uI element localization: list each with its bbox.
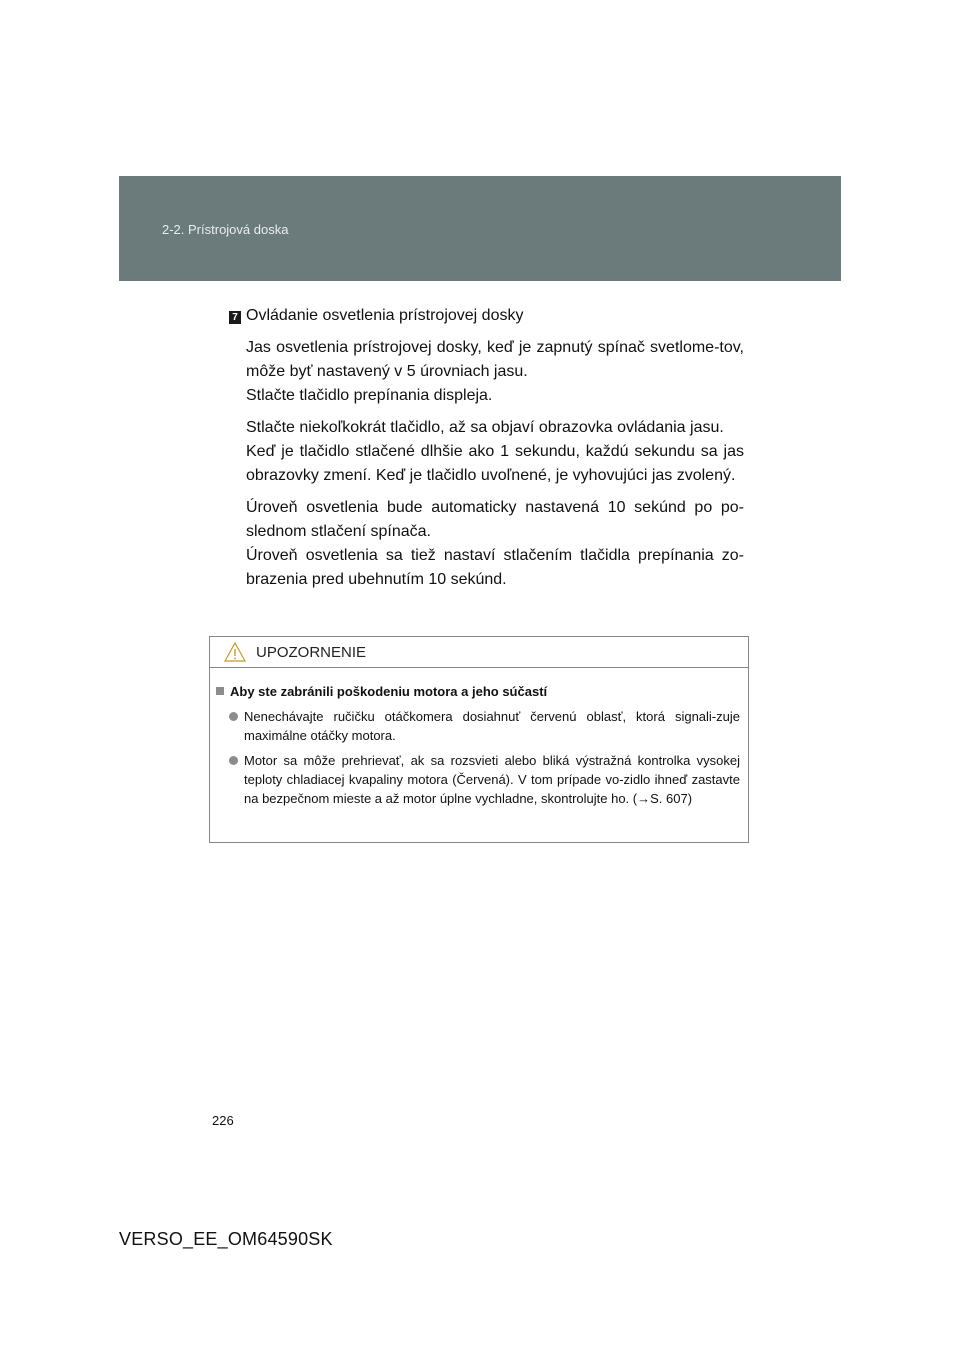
warning-triangle-icon (224, 642, 246, 662)
list-item-text: Motor sa môže prehrievať, ak sa rozsvieti alebo bliká výstražná kontrolka vysokej teploty chladiacej kvapaliny motora (Červená). V tom prípade vo-zidlo ihneď zastavte na bezpečnom mieste a až motor úplne vychladne, skontrolujte ho. (→S. 607) (244, 753, 740, 806)
warning-subheading (216, 682, 740, 701)
square-bullet-icon (216, 687, 224, 695)
bullet-dot-icon (229, 712, 238, 721)
paragraph (246, 496, 744, 592)
paragraph (246, 336, 744, 408)
paragraph-text: Stlačte tlačidlo prepínania displeja. (246, 387, 493, 404)
list-item (229, 751, 740, 808)
paragraph-text: Stlačte niekoľkokrát tlačidlo, až sa objaví obrazovka ovládania jasu. (246, 419, 724, 436)
warning-subheading-text: Aby ste zabránili poškodeniu motora a jeho súčastí (230, 684, 548, 699)
warning-body (210, 668, 748, 808)
document-code: VERSO_EE_OM64590SK (119, 1229, 333, 1249)
warning-title: UPOZORNENIE (256, 643, 367, 661)
warning-header (210, 637, 748, 668)
bullet-dot-icon (229, 756, 238, 765)
section-title: Ovládanie osvetlenia prístrojovej dosky (246, 307, 524, 324)
page-number: 226 (212, 1113, 234, 1128)
paragraph-text: Keď je tlačidlo stlačené dlhšie ako 1 sekundu, každú sekundu sa jas obrazovky zmení. Keď je tlačidlo uvoľnené, je vyhovujúci jas zvolený. (246, 443, 744, 484)
paragraph (246, 416, 744, 488)
list-item-text: Nenechávajte ručičku otáčkomera dosiahnuť červenú oblasť, ktorá signali-zuje maximálne otáčky motora. (244, 709, 740, 743)
list-item (229, 707, 740, 745)
number-badge-icon: 7 (229, 311, 241, 324)
breadcrumb: 2-2. Prístrojová doska (162, 222, 289, 237)
paragraph-text: Úroveň osvetlenia sa tiež nastaví stlačením tlačidla prepínania zo-brazenia pred ubehnutím 10 sekúnd. (246, 547, 744, 588)
header-bar (119, 176, 841, 281)
section-brightness (229, 304, 744, 592)
section-heading (229, 304, 744, 328)
paragraph-text: Úroveň osvetlenia bude automaticky nastavená 10 sekúnd po po-slednom stlačení spínača. (246, 499, 744, 540)
paragraph-text: Jas osvetlenia prístrojovej dosky, keď je zapnutý spínač svetlome-tov, môže byť nastavený v 5 úrovniach jasu. (246, 339, 744, 380)
warning-box (209, 636, 749, 843)
